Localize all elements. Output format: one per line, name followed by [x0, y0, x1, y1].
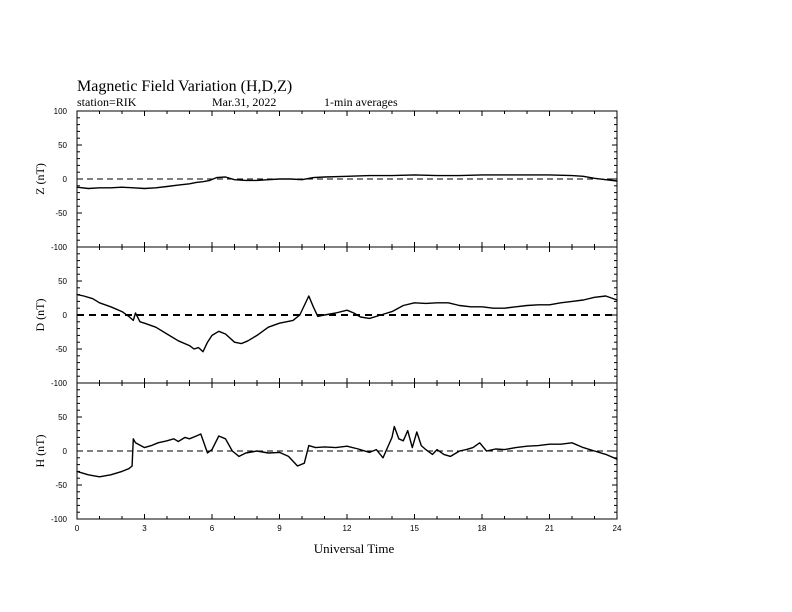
- panel-z-ytick-label: 50: [58, 141, 67, 150]
- x-tick-label: 18: [477, 524, 487, 533]
- x-tick-label: 21: [545, 524, 554, 533]
- panel-h-ytick-label: 0: [62, 447, 67, 456]
- panel-h-ytick-label: 50: [58, 413, 67, 422]
- panel-h-ytick-label: -50: [55, 481, 67, 490]
- panel-d-ytick-label: 0: [62, 311, 67, 320]
- panel-h-ytick-label: -100: [50, 515, 67, 524]
- x-tick-label: 24: [612, 524, 622, 533]
- chart-title: Magnetic Field Variation (H,D,Z): [77, 78, 293, 95]
- x-tick-label: 3: [142, 524, 147, 533]
- x-tick-label: 6: [209, 524, 215, 533]
- x-axis-label: Universal Time: [313, 541, 395, 556]
- panel-d-ytick-label: -50: [55, 345, 67, 354]
- panel-d-ytick-label: 50: [58, 277, 67, 286]
- x-tick-label: 12: [342, 524, 352, 533]
- date-label: Mar.31, 2022: [212, 95, 277, 109]
- panel-h-ylabel: H (nT): [33, 434, 47, 468]
- panel-d-ytick-label: -100: [50, 379, 67, 388]
- panel-z-ytick-label: -50: [55, 209, 67, 218]
- panel-z-ytick-label: 0: [62, 175, 67, 184]
- panel-z-ytick-label: -100: [50, 243, 67, 252]
- x-tick-label: 15: [410, 524, 419, 533]
- panel-z-ylabel: Z (nT): [33, 163, 47, 195]
- station-label: station=RIK: [77, 95, 137, 109]
- x-tick-label: 0: [74, 524, 80, 533]
- x-tick-label: 9: [277, 524, 282, 533]
- panel-d-ylabel: D (nT): [33, 298, 47, 332]
- panel-z-ytick-label: 100: [53, 107, 67, 116]
- averaging-label: 1-min averages: [324, 95, 398, 109]
